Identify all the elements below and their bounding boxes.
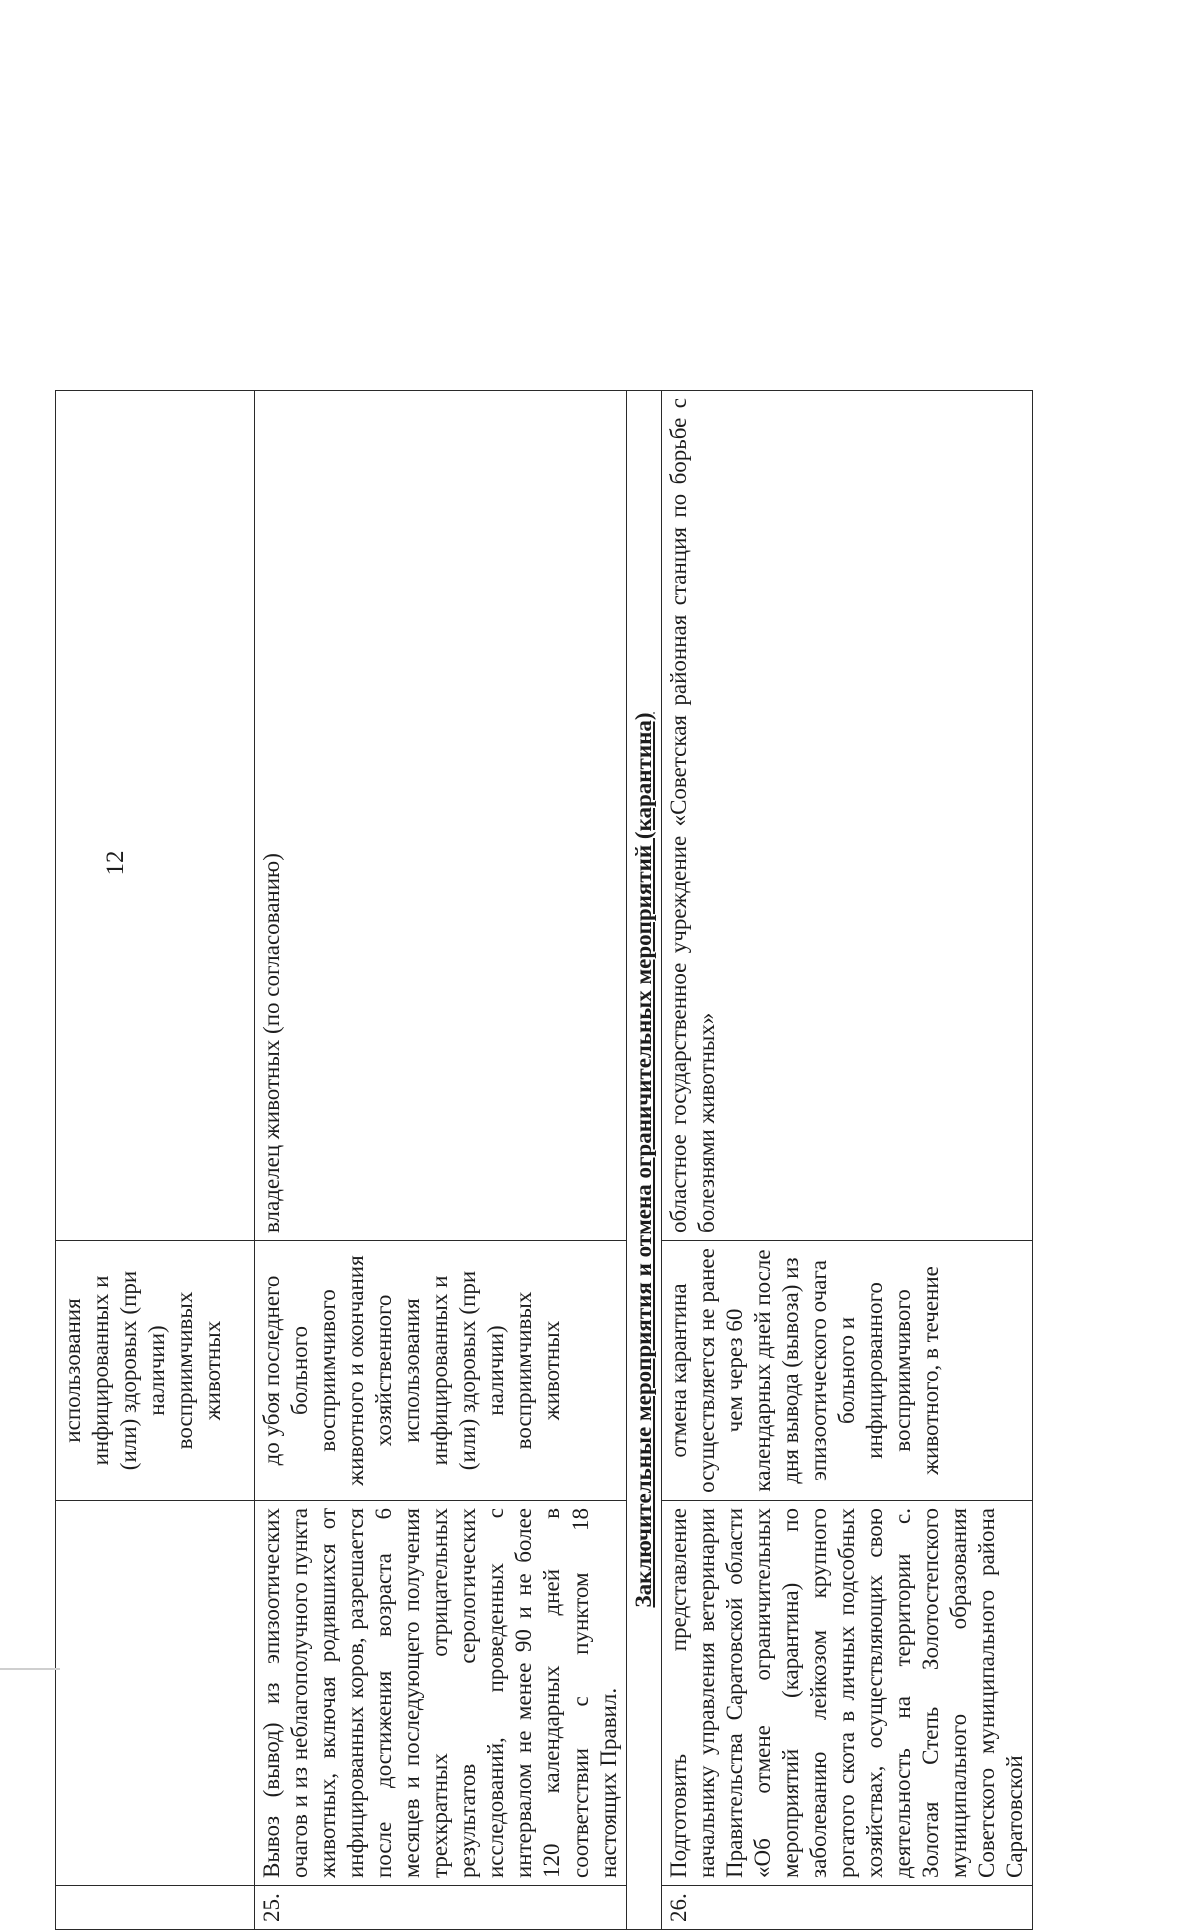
responsible-cell [56,391,255,1241]
row-number: 26. [661,1886,1033,1930]
row-number: 25. [255,1886,627,1930]
term-cell: использования инфицированных и (или) здоровых (при наличии) восприимчивых животных [56,1241,255,1501]
measures-table [55,390,1033,1930]
responsible-cell: областное государственное учреждение «Советская районная станция по борьбе с болезнями животных» [661,391,1033,1241]
table-row [56,391,255,1930]
scan-artifact [0,1668,60,1670]
page-number: 12 [102,850,129,876]
action-cell: Подготовить представление начальнику управления ветеринарии Правительства Саратовской области «Об отмене ограничительных мероприятий (карантина) по заболеванию лейкозом крупного рогатого скота в личных подсобных хозяйствах, осуществляющих свою деятельность на территории с. Золотая Степь Золотостепского муниципального образования Советского муниципального района Саратовской [661,1501,1033,1886]
term-cell: до убоя последнего больного восприимчивого животного и окончания хозяйственного использования инфицированных и (или) здоровых (при наличии) восприимчивых животных [255,1241,627,1501]
section-row [626,391,661,1930]
responsible-cell: владелец животных (по согласованию) [255,391,627,1241]
document-sheet [55,390,1065,1930]
table-row [255,391,627,1930]
action-cell [56,1501,255,1886]
action-cell: Вывоз (вывод) из эпизоотических очагов и из неблагополучного пункта животных, включая родившихся от инфицированных коров, разрешается после достижения возраста 6 месяцев и последующего получения трехкратных отрицательных результатов серологических исследований, проведенных с интервалом не менее 90 и не более 120 календарных дней в соответствии с пунктом 18 настоящих Правил. [255,1501,627,1886]
term-cell: отмена карантина осуществляется не ранее чем через 60 календарных дней после дня вывода (вывоза) из эпизоотического очага больного и инфицированного восприимчивого животного, в течение [661,1241,1033,1501]
table-row [661,391,1033,1930]
section-title: Заключительные мероприятия и отмена ограничительных мероприятий (карантина) [626,391,661,1930]
row-number [56,1886,255,1930]
